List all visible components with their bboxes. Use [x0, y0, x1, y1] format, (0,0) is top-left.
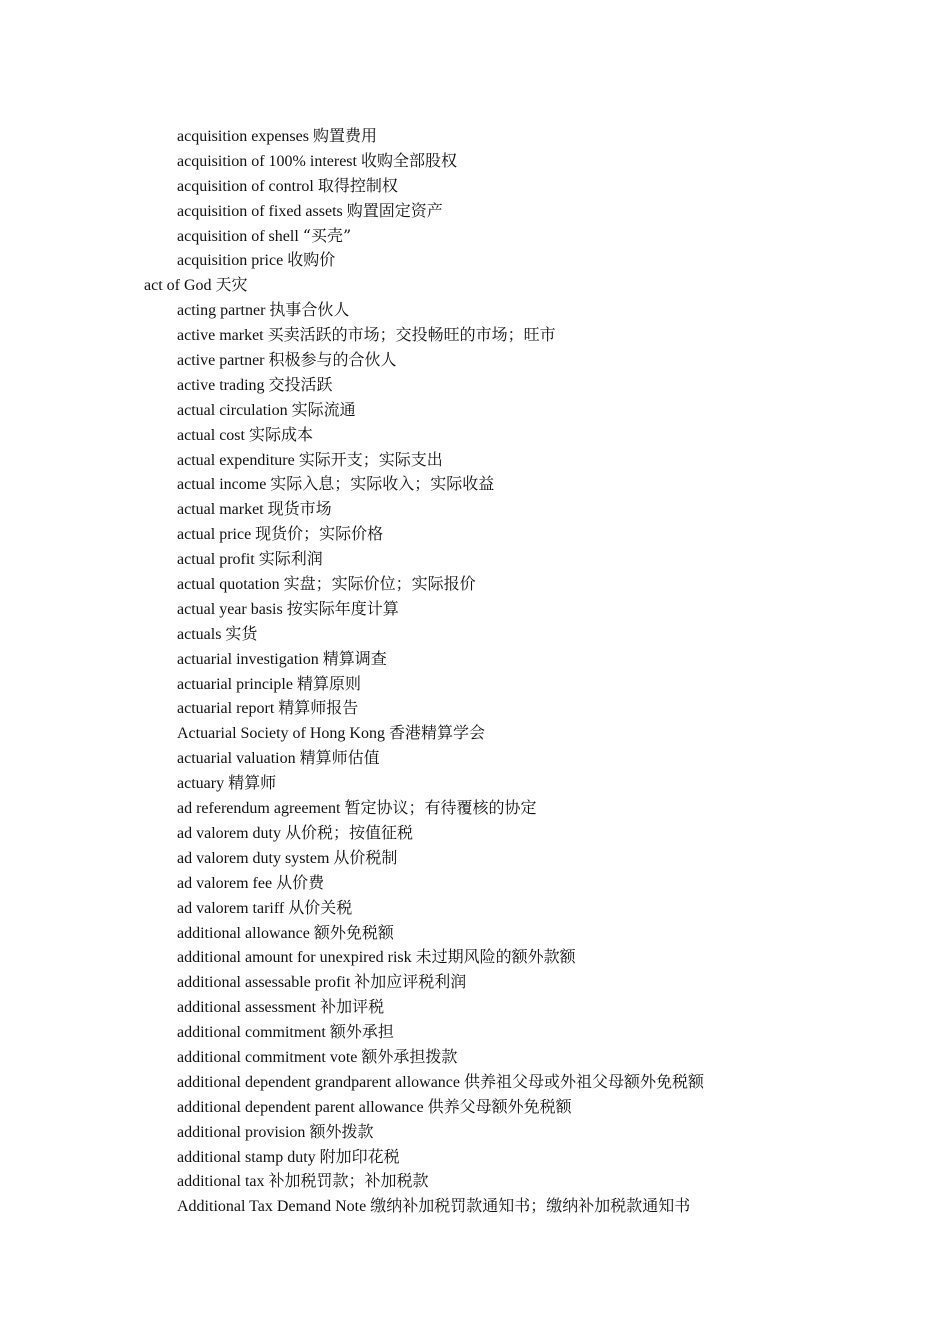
entry-term: additional assessable profit — [177, 974, 351, 992]
glossary-entry — [0, 224, 950, 249]
entry-translation: 从价税制 — [333, 847, 398, 867]
entry-translation: 现货价；实际价格 — [255, 524, 384, 544]
entry-translation: 交投活跃 — [268, 374, 333, 394]
entry-term: additional commitment — [177, 1024, 326, 1042]
entry-term: additional provision — [177, 1123, 306, 1141]
glossary-entry — [0, 1095, 950, 1120]
entry-term: additional amount for unexpired risk — [177, 949, 412, 967]
entry-translation: 取得控制权 — [317, 175, 398, 195]
entry-term: acquisition of 100% interest — [177, 152, 357, 170]
entry-translation: 缴纳补加税罚款通知书；缴纳补加税款通知书 — [370, 1196, 691, 1216]
entry-term: actual profit — [177, 551, 255, 569]
glossary-entry — [0, 846, 950, 871]
entry-term: additional tax — [177, 1173, 265, 1191]
entry-term: additional allowance — [177, 924, 310, 942]
entry-term: additional assessment — [177, 999, 317, 1017]
glossary-entry — [0, 1145, 950, 1170]
entry-translation: “买壳” — [302, 225, 352, 245]
glossary-entry — [0, 348, 950, 373]
entry-translation: 现货市场 — [267, 499, 332, 519]
entry-translation: 补加评税 — [320, 997, 385, 1017]
glossary-entry — [0, 547, 950, 572]
entry-term: actual year basis — [177, 600, 283, 618]
entry-term: ad valorem tariff — [177, 899, 285, 917]
glossary-entry — [0, 522, 950, 547]
glossary-entry — [0, 796, 950, 821]
entry-term: Additional Tax Demand Note — [177, 1198, 367, 1216]
entry-translation: 精算师估值 — [299, 748, 380, 768]
glossary-entry — [0, 298, 950, 323]
glossary-entry — [0, 672, 950, 697]
glossary-entry — [0, 248, 950, 273]
entry-translation: 未过期风险的额外款额 — [415, 947, 576, 967]
entry-term: acquisition price — [177, 252, 284, 270]
glossary-entry — [0, 995, 950, 1020]
entry-term: acquisition of fixed assets — [177, 202, 343, 220]
entry-term: actual expenditure — [177, 451, 295, 469]
entry-term: actuarial report — [177, 700, 275, 718]
entry-term: Actuarial Society of Hong Kong — [177, 725, 385, 743]
glossary-entry — [0, 746, 950, 771]
entry-term: actual circulation — [177, 401, 288, 419]
glossary-entry — [0, 1020, 950, 1045]
glossary-entry — [0, 572, 950, 597]
entry-term: actuals — [177, 625, 222, 643]
entry-term: active partner — [177, 352, 265, 370]
entry-term: ad referendum agreement — [177, 800, 341, 818]
glossary-entry — [0, 199, 950, 224]
glossary-list — [0, 124, 950, 1219]
entry-translation: 额外承担 — [329, 1022, 394, 1042]
entry-term: actuarial principle — [177, 675, 293, 693]
glossary-entry — [0, 696, 950, 721]
entry-translation: 精算调查 — [322, 648, 387, 668]
entry-translation: 额外免税额 — [313, 922, 394, 942]
glossary-entry — [0, 497, 950, 522]
entry-term: actual price — [177, 526, 252, 544]
entry-term: active market — [177, 327, 264, 345]
entry-term: actuary — [177, 775, 225, 793]
entry-translation: 从价关税 — [288, 897, 353, 917]
glossary-entry — [0, 1070, 950, 1095]
entry-term: ad valorem fee — [177, 874, 273, 892]
glossary-entry — [0, 1120, 950, 1145]
entry-translation: 实际成本 — [248, 424, 313, 444]
entry-term: acquisition of shell — [177, 227, 299, 245]
entry-translation: 补加税罚款；补加税款 — [268, 1171, 429, 1191]
glossary-entry — [0, 398, 950, 423]
entry-translation: 从价费 — [276, 872, 325, 892]
glossary-entry — [0, 970, 950, 995]
glossary-entry — [0, 472, 950, 497]
entry-translation: 天灾 — [215, 275, 248, 295]
glossary-entry — [0, 1194, 950, 1219]
entry-translation: 购置固定资产 — [346, 200, 443, 220]
entry-term: additional commitment vote — [177, 1048, 358, 1066]
entry-translation: 额外承担拨款 — [361, 1046, 458, 1066]
entry-term: additional dependent grandparent allowance — [177, 1073, 460, 1091]
entry-translation: 收购全部股权 — [360, 150, 457, 170]
entry-translation: 从价税；按值征税 — [284, 822, 413, 842]
entry-translation: 暂定协议；有待覆核的协定 — [344, 798, 537, 818]
glossary-entry — [0, 373, 950, 398]
glossary-entry — [0, 721, 950, 746]
glossary-entry — [0, 771, 950, 796]
entry-translation: 补加应评税利润 — [354, 972, 467, 992]
entry-translation: 收购价 — [287, 250, 336, 270]
entry-translation: 供养祖父母或外祖父母额外免税额 — [464, 1071, 705, 1091]
entry-translation: 附加印花税 — [319, 1146, 400, 1166]
entry-term: ad valorem duty — [177, 824, 281, 842]
glossary-entry — [0, 423, 950, 448]
entry-translation: 按实际年度计算 — [286, 598, 399, 618]
entry-translation: 实货 — [225, 623, 258, 643]
entry-term: actual cost — [177, 426, 245, 444]
entry-term: actual income — [177, 476, 267, 494]
entry-term: actuarial valuation — [177, 750, 296, 768]
entry-translation: 香港精算学会 — [388, 723, 485, 743]
entry-translation: 购置费用 — [312, 126, 377, 145]
glossary-entry — [0, 448, 950, 473]
glossary-entry — [0, 1045, 950, 1070]
glossary-entry — [0, 597, 950, 622]
entry-term: additional stamp duty — [177, 1148, 316, 1166]
entry-term: actual quotation — [177, 576, 280, 594]
glossary-entry — [0, 921, 950, 946]
entry-term: acquisition expenses — [177, 128, 309, 145]
entry-translation: 积极参与的合伙人 — [268, 350, 397, 370]
entry-translation: 执事合伙人 — [269, 300, 350, 320]
glossary-entry — [0, 149, 950, 174]
entry-term: actual market — [177, 501, 264, 519]
glossary-entry — [0, 821, 950, 846]
entry-translation: 精算原则 — [296, 673, 361, 693]
glossary-entry — [0, 174, 950, 199]
entry-translation: 精算师 — [228, 773, 277, 793]
glossary-entry — [0, 945, 950, 970]
glossary-entry — [0, 124, 950, 149]
entry-term: act of God — [144, 277, 212, 295]
glossary-entry — [0, 647, 950, 672]
glossary-entry — [0, 273, 950, 298]
entry-term: ad valorem duty system — [177, 849, 330, 867]
glossary-entry — [0, 323, 950, 348]
entry-term: active trading — [177, 376, 265, 394]
entry-term: acquisition of control — [177, 177, 314, 195]
glossary-entry — [0, 1169, 950, 1194]
entry-term: additional dependent parent allowance — [177, 1098, 424, 1116]
entry-translation: 额外拨款 — [309, 1121, 374, 1141]
entry-translation: 精算师报告 — [278, 698, 359, 718]
entry-translation: 实盘；实际价位；实际报价 — [283, 574, 476, 594]
entry-translation: 实际利润 — [258, 549, 323, 569]
entry-term: actuarial investigation — [177, 650, 319, 668]
glossary-entry — [0, 896, 950, 921]
entry-translation: 买卖活跃的市场；交投畅旺的市场；旺市 — [267, 325, 556, 345]
entry-translation: 实际开支；实际支出 — [298, 449, 443, 469]
entry-translation: 实际流通 — [291, 399, 356, 419]
glossary-entry — [0, 871, 950, 896]
entry-translation: 实际入息；实际收入；实际收益 — [270, 474, 495, 494]
glossary-entry — [0, 622, 950, 647]
entry-translation: 供养父母额外免税额 — [427, 1096, 572, 1116]
entry-term: acting partner — [177, 302, 266, 320]
